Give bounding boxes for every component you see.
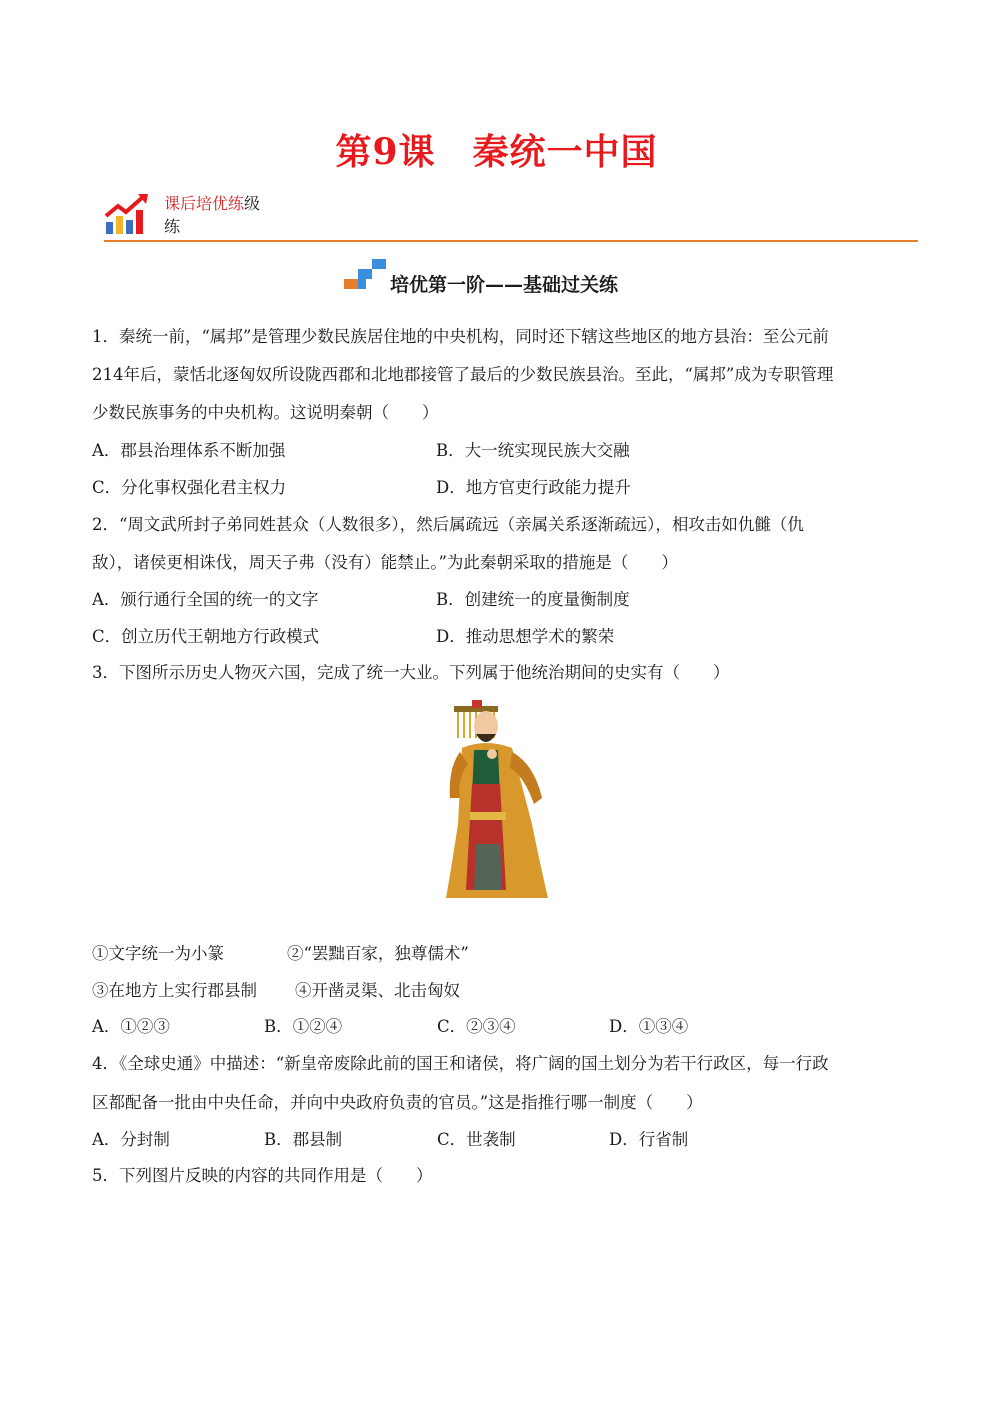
rising-chart-icon [104,192,152,236]
q1-option-b[interactable]: B．大一统实现民族大交融 [436,441,630,460]
q3-option-b[interactable]: B．①②④ [264,1017,343,1036]
badge-label [164,192,274,238]
q4-line-1: 4．《全球史通》中描述：“新皇帝废除此前的国王和诸侯，将广阔的国土划分为若干行政区，每一行政 [92,1054,829,1073]
q3-option-c[interactable]: C．②③④ [437,1017,516,1036]
q2-option-a[interactable]: A．颁行通行全国的统一的文字 [92,590,319,609]
q3-option-d[interactable]: D．①③④ [609,1017,689,1036]
q4-line-2: 区都配备一批由中央任命，并向中央政府负责的官员。”这是指推行哪一制度（ ） [92,1093,703,1112]
q3-line: 3．下图所示历史人物灭六国，完成了统一大业。下列属于他统治期间的史实有（ ） [92,663,730,682]
q4-option-c[interactable]: C．世袭制 [437,1130,516,1149]
q1-option-a[interactable]: A．郡县治理体系不断加强 [92,441,286,460]
badge-rest-text: 级 [244,194,261,213]
q2-option-c[interactable]: C．创立历代王朝地方行政模式 [92,627,320,646]
q1-line-2: 214年后，蒙恬北逐匈奴所设陇西郡和北地郡接管了最后的少数民族县治。至此，“属邦”成为专职管理 [92,365,834,384]
q4-option-b[interactable]: B．郡县制 [264,1130,343,1149]
q3-option-a[interactable]: A．①②③ [92,1017,170,1036]
header-rule [104,240,918,242]
q2-option-b[interactable]: B．创建统一的度量衡制度 [436,590,630,609]
q3-statement-2: ②“罢黜百家，独尊儒术” [287,944,469,963]
q4-option-a[interactable]: A．分封制 [92,1130,170,1149]
section-title: 培优第一阶——基础过关练 [390,274,619,296]
emperor-portrait [428,694,564,904]
q2-line-1: 2．“周文武所封子弟同姓甚众（人数很多），然后属疏远（亲属关系逐渐疏远），相攻击如仇雠（仇 [92,515,804,534]
q3-statement-4: ④开凿灵渠、北击匈奴 [295,981,460,1000]
page-title: 第9课 秦统一中国 [335,131,658,173]
q2-line-2: 敌），诸侯更相诛伐，周天子弗（没有）能禁止。”为此秦朝采取的措施是（ ） [92,553,678,572]
q4-option-d[interactable]: D．行省制 [609,1130,689,1149]
q1-option-c[interactable]: C．分化事权强化君主权力 [92,478,287,497]
q1-line-3: 少数民族事务的中央机构。这说明秦朝（ ） [92,403,439,422]
badge-red-text: 课后培优练 [164,194,245,213]
q2-option-d[interactable]: D．推动思想学术的繁荣 [436,627,615,646]
q3-statement-3: ③在地方上实行郡县制 [92,981,257,1000]
badge-line2: 练 [164,217,181,236]
q1-option-d[interactable]: D．地方官吏行政能力提升 [436,478,631,497]
stairs-icon [344,259,386,291]
q3-statement-1: ①文字统一为小篆 [92,944,224,963]
q1-line-1: 1．秦统一前，“属邦”是管理少数民族居住地的中央机构，同时还下辖这些地区的地方县治：至公元前 [92,327,829,346]
q5-line: 5．下列图片反映的内容的共同作用是（ ） [92,1166,433,1185]
